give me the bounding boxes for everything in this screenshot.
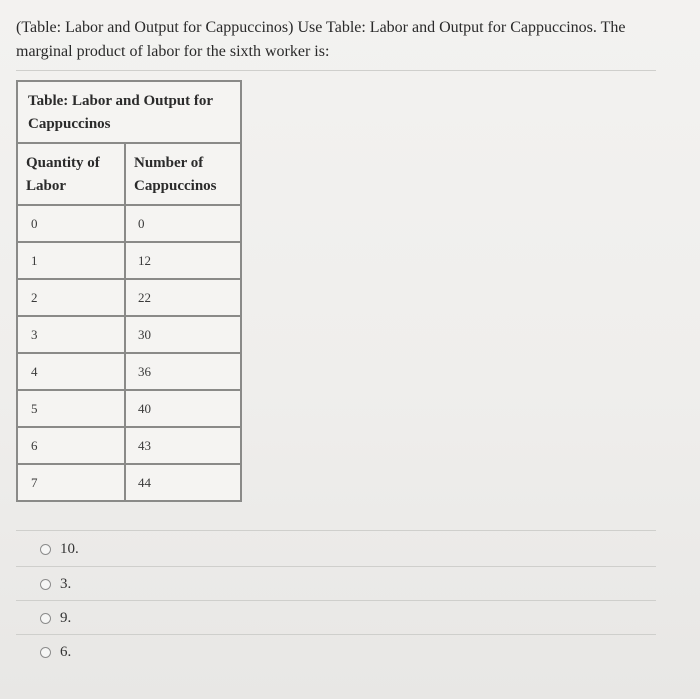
output-cell: 0	[125, 205, 241, 242]
table-row	[17, 205, 241, 242]
labor-cell: 7	[17, 464, 125, 501]
labor-cell: 2	[17, 279, 125, 316]
table-row	[17, 242, 241, 279]
labor-cell: 0	[17, 205, 125, 242]
option-label: 6.	[60, 643, 72, 660]
option-divider	[16, 566, 656, 567]
labor-output-table	[16, 80, 242, 502]
question-divider	[16, 70, 656, 71]
table-row	[17, 390, 241, 427]
column-header-labor: Quantity of Labor	[17, 143, 125, 205]
answer-option-c[interactable]	[40, 603, 640, 633]
options-divider-top	[16, 530, 656, 531]
labor-cell: 1	[17, 242, 125, 279]
answer-option-d[interactable]	[40, 637, 640, 667]
table-row	[17, 279, 241, 316]
output-cell: 12	[125, 242, 241, 279]
option-divider	[16, 634, 656, 635]
radio-button-icon[interactable]	[40, 544, 51, 555]
table-row	[17, 316, 241, 353]
option-label: 9.	[60, 609, 72, 626]
labor-cell: 3	[17, 316, 125, 353]
option-label: 3.	[60, 575, 72, 592]
answer-option-a[interactable]	[40, 534, 640, 564]
question-text: (Table: Labor and Output for Cappuccinos) Use Table: Labor and Output for Cappuccinos. The marginal product of labor for the sixth worker is:	[16, 19, 626, 60]
labor-cell: 6	[17, 427, 125, 464]
labor-cell: 5	[17, 390, 125, 427]
radio-button-icon[interactable]	[40, 613, 51, 624]
radio-button-icon[interactable]	[40, 579, 51, 590]
option-label: 10.	[60, 540, 79, 557]
output-cell: 30	[125, 316, 241, 353]
labor-cell: 4	[17, 353, 125, 390]
output-cell: 43	[125, 427, 241, 464]
output-cell: 36	[125, 353, 241, 390]
table-row	[17, 353, 241, 390]
option-divider	[16, 600, 656, 601]
table-caption: Table: Labor and Output for Cappuccinos	[17, 81, 241, 143]
column-header-cappuccinos: Number of Cappuccinos	[125, 143, 241, 205]
table-row	[17, 464, 241, 501]
answer-option-b[interactable]	[40, 569, 640, 599]
output-cell: 40	[125, 390, 241, 427]
output-cell: 44	[125, 464, 241, 501]
data-table-container	[16, 80, 242, 502]
table-row	[17, 427, 241, 464]
radio-button-icon[interactable]	[40, 647, 51, 658]
output-cell: 22	[125, 279, 241, 316]
